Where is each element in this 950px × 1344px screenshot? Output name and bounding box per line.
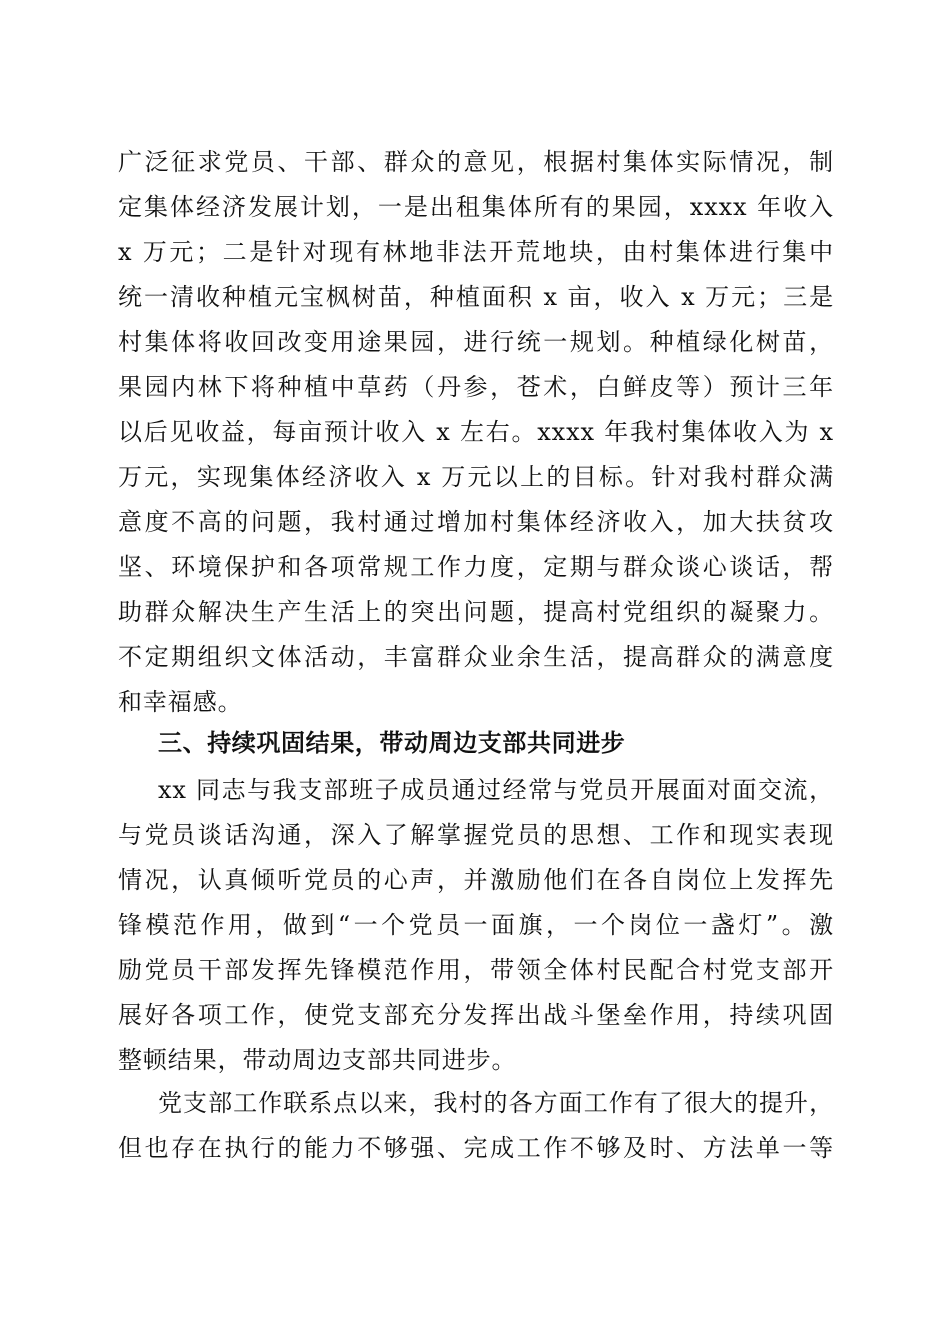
paragraph-line: 万元，实现集体经济收入 x 万元以上的目标。针对我村群众满 bbox=[118, 463, 834, 491]
paragraph-line: 广泛征求党员、干部、群众的意见，根据村集体实际情况，制 bbox=[118, 148, 834, 176]
paragraph-line: 村集体将收回改变用途果园，进行统一规划。种植绿化树苗， bbox=[118, 328, 834, 356]
paragraph-line: 和幸福感。 bbox=[118, 688, 243, 716]
paragraph-line: 统一清收种植元宝枫树苗，种植面积 x 亩，收入 x 万元；三是 bbox=[118, 283, 834, 311]
paragraph-line: 助群众解决生产生活上的突出问题，提高村党组织的凝聚力。 bbox=[118, 598, 834, 626]
paragraph-line: xx 同志与我支部班子成员通过经常与党员开展面对面交流， bbox=[158, 776, 834, 804]
paragraph-line: 坚、环境保护和各项常规工作力度，定期与群众谈心谈话，帮 bbox=[118, 553, 834, 581]
paragraph-line: 党支部工作联系点以来，我村的各方面工作有了很大的提升， bbox=[158, 1089, 834, 1117]
paragraph-line: 情况，认真倾听党员的心声，并激励他们在各自岗位上发挥先 bbox=[118, 866, 834, 894]
section-heading: 三、持续巩固结果，带动周边支部共同进步 bbox=[158, 729, 626, 757]
paragraph-line: 意度不高的问题，我村通过增加村集体经济收入，加大扶贫攻 bbox=[118, 508, 834, 536]
paragraph-line: 不定期组织文体活动，丰富群众业余生活，提高群众的满意度 bbox=[118, 643, 834, 671]
paragraph-line: x 万元；二是针对现有林地非法开荒地块，由村集体进行集中 bbox=[118, 238, 834, 266]
paragraph-line: 定集体经济发展计划，一是出租集体所有的果园，xxxx 年收入 bbox=[118, 193, 834, 221]
paragraph-line: 励党员干部发挥先锋模范作用，带领全体村民配合村党支部开 bbox=[118, 956, 834, 984]
paragraph-line: 果园内林下将种植中草药（丹参，苍术，白鲜皮等）预计三年 bbox=[118, 373, 834, 401]
paragraph-line: 整顿结果，带动周边支部共同进步。 bbox=[118, 1046, 517, 1074]
paragraph-line: 锋模范作用，做到“一个党员一面旗，一个岗位一盏灯”。激 bbox=[118, 911, 834, 939]
paragraph-line: 但也存在执行的能力不够强、完成工作不够及时、方法单一等 bbox=[118, 1134, 834, 1162]
paragraph-line: 与党员谈话沟通，深入了解掌握党员的思想、工作和现实表现 bbox=[118, 821, 834, 849]
paragraph-line: 以后见收益，每亩预计收入 x 左右。xxxx 年我村集体收入为 x bbox=[118, 418, 834, 446]
paragraph-line: 展好各项工作，使党支部充分发挥出战斗堡垒作用，持续巩固 bbox=[118, 1001, 834, 1029]
